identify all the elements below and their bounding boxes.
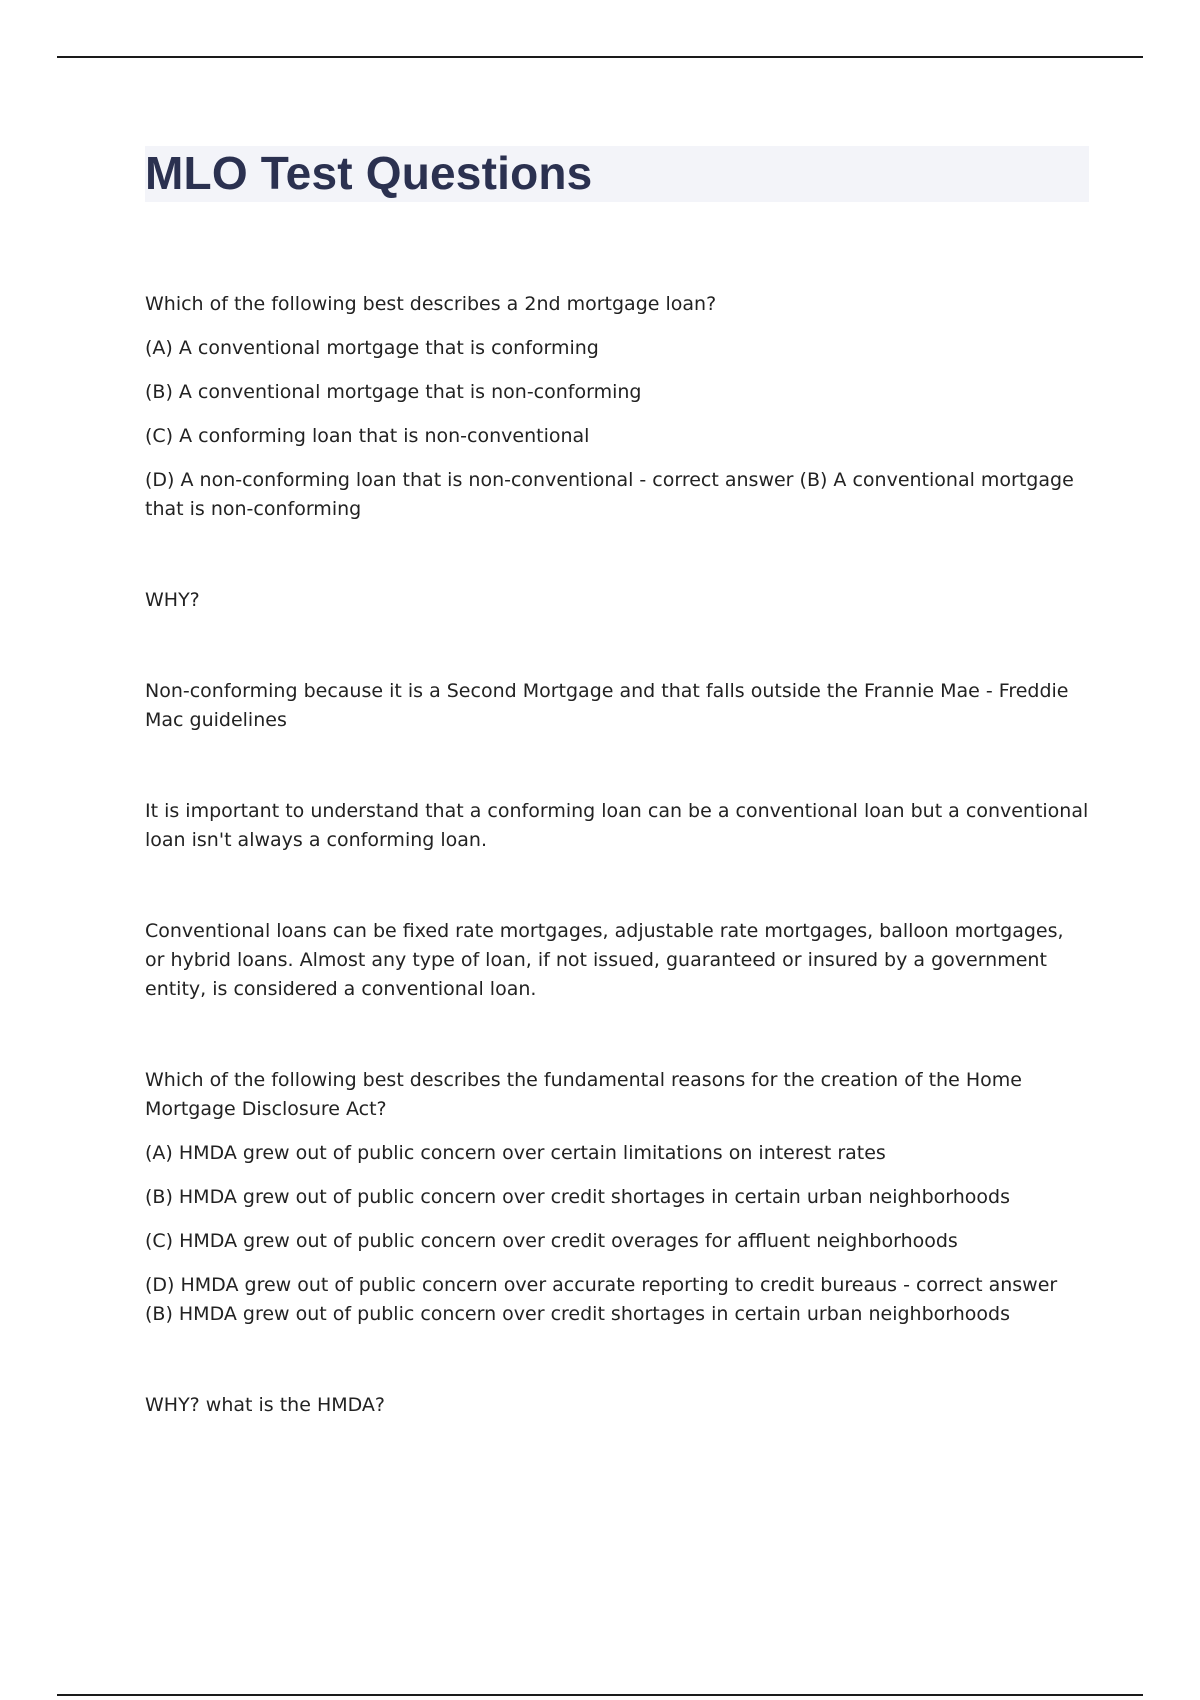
why-heading-1: WHY? [145,589,200,611]
document-body [145,290,1089,1482]
question-2: Which of the following best describes the fundamental reasons for the creation of the Home Mortgage Disclosure Act? [145,1069,1022,1120]
question-1-option-b: (B) A conventional mortgage that is non-conforming [145,381,642,403]
question-1-option-a: (A) A conventional mortgage that is conforming [145,337,599,359]
explanation-paragraph-3: Conventional loans can be fixed rate mortgages, adjustable rate mortgages, balloon mortgages, or hybrid loans. Almost any type of loan, if not issued, guaranteed or insured by a government entity, is considered a conventional loan. [145,920,1064,1000]
bottom-rule [57,1694,1143,1696]
question-1: Which of the following best describes a 2nd mortgage loan? [145,293,717,315]
top-rule [57,56,1143,58]
explanation-paragraph-2: It is important to understand that a conforming loan can be a conventional loan but a conventional loan isn't always a conforming loan. [145,800,1089,851]
explanation-paragraph-1: Non-conforming because it is a Second Mortgage and that falls outside the Frannie Mae - Freddie Mac guidelines [145,680,1069,731]
question-2-option-b: (B) HMDA grew out of public concern over credit shortages in certain urban neighborhoods [145,1186,1011,1208]
why-heading-2: WHY? what is the HMDA? [145,1394,386,1416]
question-2-option-c: (C) HMDA grew out of public concern over credit overages for affluent neighborhoods [145,1230,958,1252]
question-1-option-c: (C) A conforming loan that is non-conventional [145,425,590,447]
question-1-option-d-answer: (D) A non-conforming loan that is non-conventional - correct answer (B) A conventional mortgage that is non-conforming [145,469,1074,520]
question-2-option-d-answer: (D) HMDA grew out of public concern over accurate reporting to credit bureaus - correct answer (B) HMDA grew out of public concern over credit shortages in certain urban neighborhoods [145,1274,1058,1325]
question-2-option-a: (A) HMDA grew out of public concern over certain limitations on interest rates [145,1142,886,1164]
page-title: MLO Test Questions [145,147,593,199]
